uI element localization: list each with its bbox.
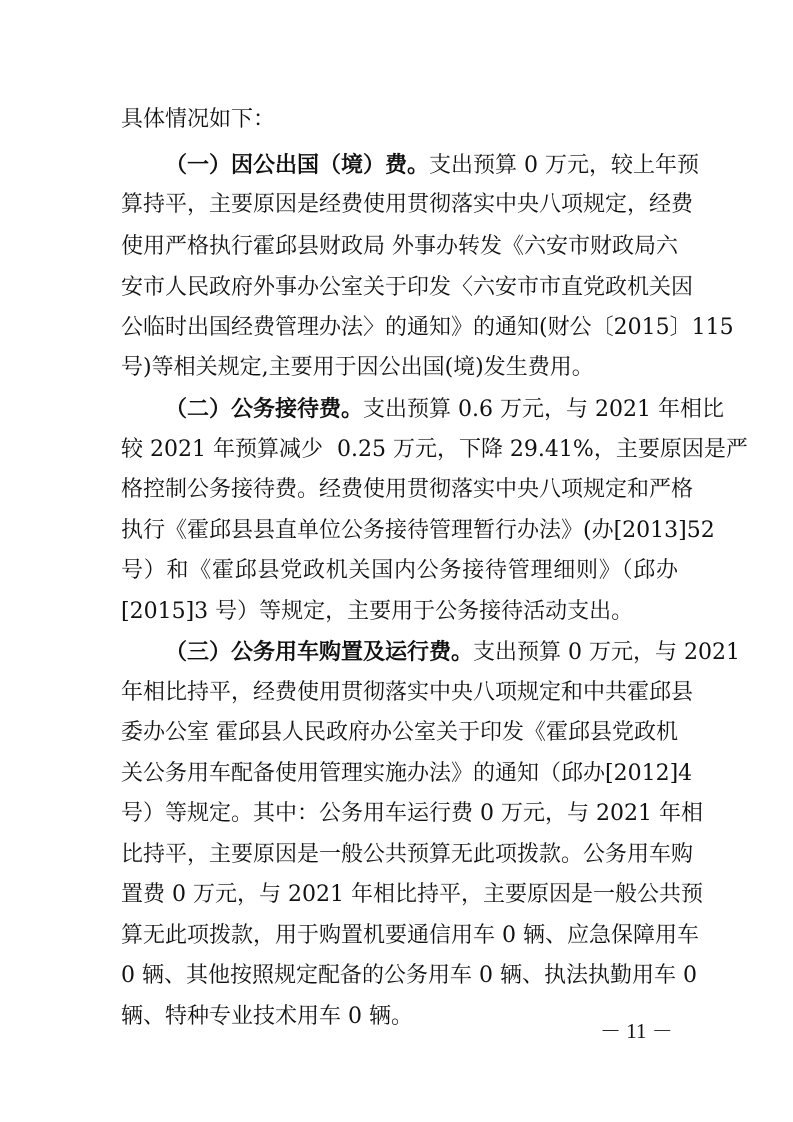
intro-line: 具体情况如下： <box>121 107 276 132</box>
section-2-line-5: 号）和《霍邱县党政机关国内公务接待管理细则》（邱办 <box>121 558 678 583</box>
section-1-line-1: 支出预算 0 万元，较上年预 <box>429 153 699 178</box>
section-1-line-5: 公临时出国经费管理办法〉的通知》的通知(财公〔2015〕115 <box>121 315 734 340</box>
section-1-heading: （一）因公出国（境）费。 <box>165 152 430 178</box>
section-3-line-8: 算无此项拨款，用于购置机要通信用车 0 辆、应急保障用车 <box>121 923 699 948</box>
section-2-heading: （二）公务接待费。 <box>165 396 364 422</box>
section-1-line-6: 号)等相关规定,主要用于因公出国(境)发生费用。 <box>121 355 594 380</box>
section-2-line-2: 较 2021 年预算减少 0.25 万元，下降 29.41%，主要原因是严 <box>121 437 748 462</box>
section-3-line-6: 比持平，主要原因是一般公共预算无此项拨款。公务用车购 <box>121 842 694 867</box>
section-3-line-10: 辆、特种专业技术用车 0 辆。 <box>121 1004 413 1029</box>
section-3-line-5: 号）等规定。其中：公务用车运行费 0 万元，与 2021 年相 <box>121 801 703 826</box>
section-1-line-3: 使用严格执行霍邱县财政局 外事办转发《六安市财政局六 <box>121 234 678 259</box>
section-3-line-9: 0 辆、其他按照规定配备的公务用车 0 辆、执法执勤用车 0 <box>121 963 697 988</box>
section-2-line-6: [2015]3 号）等规定，主要用于公务接待活动支出。 <box>121 599 634 624</box>
section-3-line-3: 委办公室 霍邱县人民政府办公室关于印发《霍邱县党政机 <box>121 720 678 745</box>
section-2-line-1: 支出预算 0.6 万元，与 2021 年相比 <box>363 397 724 422</box>
section-3-first-line <box>165 637 740 668</box>
section-1-line-2: 算持平，主要原因是经费使用贯彻落实中央八项规定，经费 <box>121 192 694 217</box>
section-2-first-line <box>165 394 724 425</box>
section-2-line-4: 执行《霍邱县县直单位公务接待管理暂行办法》(办[2013]52 <box>121 518 715 543</box>
page-number: － 11 － <box>600 1019 673 1043</box>
section-1-line-4: 安市人民政府外事办公室关于印发〈六安市市直党政机关因 <box>121 275 694 300</box>
section-2-line-3: 格控制公务接待费。经费使用贯彻落实中央八项规定和严格 <box>121 477 694 502</box>
section-3-line-1: 支出预算 0 万元，与 2021 <box>473 640 740 665</box>
section-3-line-2: 年相比持平，经费使用贯彻落实中央八项规定和中共霍邱县 <box>121 680 694 705</box>
section-3-line-7: 置费 0 万元，与 2021 年相比持平，主要原因是一般公共预 <box>121 882 703 907</box>
section-1-first-line <box>165 150 699 181</box>
section-3-line-4: 关公务用车配备使用管理实施办法》的通知（邱办[2012]4 <box>121 761 693 786</box>
section-3-heading: （三）公务用车购置及运行费。 <box>165 639 474 665</box>
